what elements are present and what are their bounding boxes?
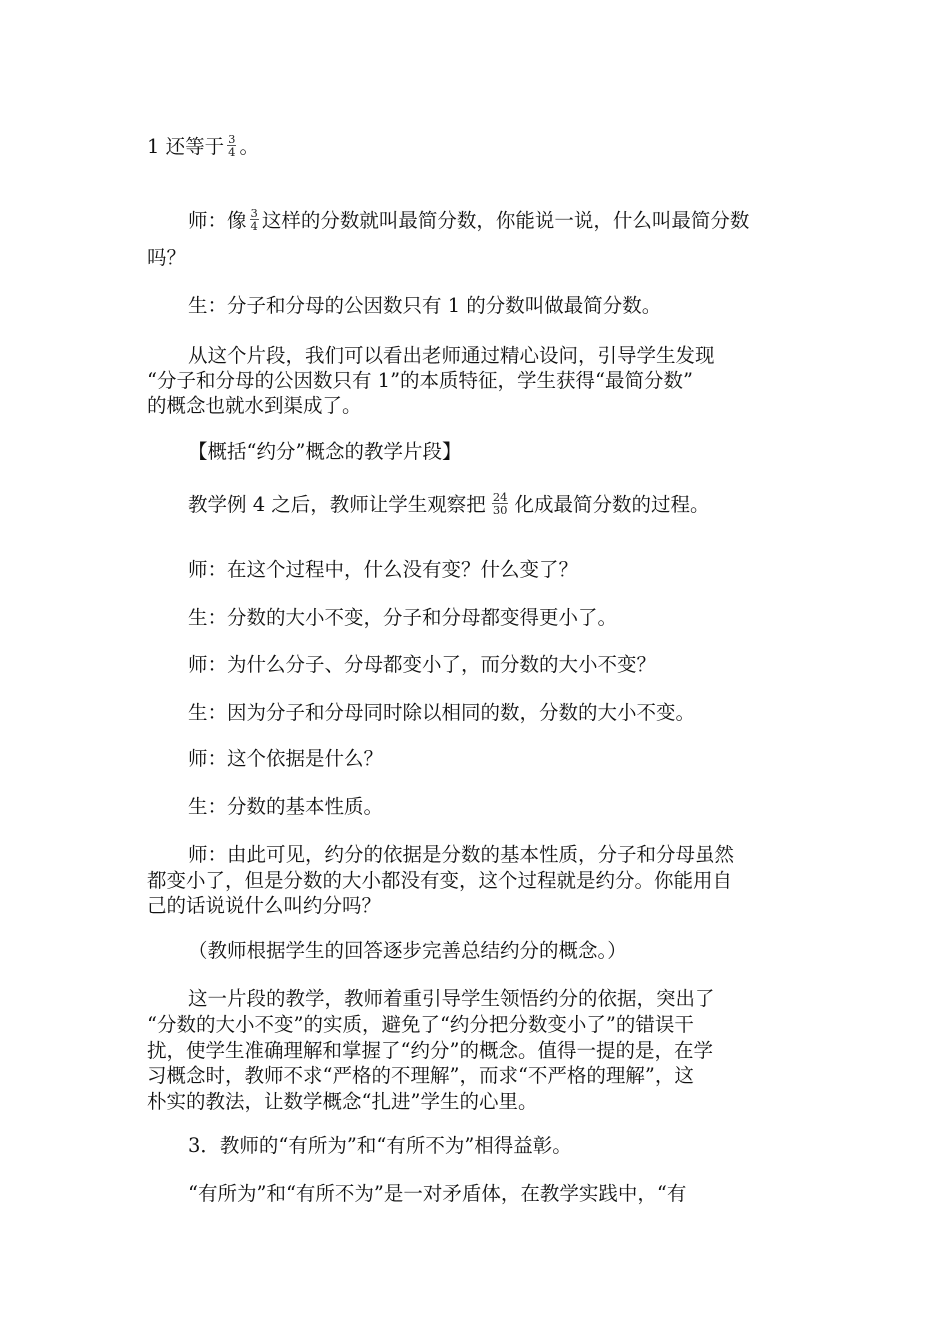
paragraph-line: 朴实的教法，让数学概念“扎进”学生的心里。 bbox=[147, 1090, 538, 1113]
text-run: 化成最简分数的过程。 bbox=[514, 493, 710, 516]
text-run: 。 bbox=[239, 135, 259, 158]
fraction-twentyfour-thirtieths bbox=[492, 491, 509, 516]
paragraph-line: 习概念时，教师不求“严格的不理解”，而求“不严格的理解”，这 bbox=[147, 1064, 694, 1087]
paragraph-line: 这一片段的教学，教师着重引导学生领悟约分的依据，突出了 bbox=[188, 987, 715, 1010]
paragraph-line: 生：分子和分母的公因数只有 1 的分数叫做最简分数。 bbox=[188, 294, 662, 317]
paragraph-line: “分数的大小不变”的实质，避免了“约分把分数变小了”的错误干 bbox=[147, 1013, 694, 1036]
paragraph-line bbox=[0, 492, 950, 518]
paragraph-line: 师：由此可见，约分的依据是分数的基本性质，分子和分母虽然 bbox=[188, 843, 735, 866]
fraction-denominator: 30 bbox=[492, 503, 508, 517]
paragraph-line bbox=[0, 134, 950, 160]
paragraph-line: “分子和分母的公因数只有 1”的本质特征，学生获得“最简分数” bbox=[147, 369, 693, 392]
text-run: 1 还等于 bbox=[147, 135, 225, 158]
dialogue-line: 师：为什么分子、分母都变小了，而分数的大小不变？ bbox=[188, 653, 657, 676]
dialogue-line: 生：因为分子和分母同时除以相同的数，分数的大小不变。 bbox=[188, 701, 696, 724]
dialogue-line: 生：分数的大小不变，分子和分母都变得更小了。 bbox=[188, 606, 618, 629]
fraction-three-quarters bbox=[227, 133, 236, 158]
fraction-numerator: 3 bbox=[250, 206, 258, 220]
fraction-denominator: 4 bbox=[228, 145, 236, 159]
paragraph-line: 从这个片段，我们可以看出老师通过精心设问，引导学生发现 bbox=[188, 344, 715, 367]
paragraph-line bbox=[0, 208, 950, 234]
dialogue-line: 师：这个依据是什么？ bbox=[188, 747, 384, 770]
paragraph-line: 吗？ bbox=[147, 246, 187, 269]
fraction-denominator: 4 bbox=[250, 219, 258, 233]
paragraph-line: 己的话说说什么叫约分吗？ bbox=[147, 894, 382, 917]
text-run: 师：像 bbox=[188, 209, 247, 232]
paragraph-line: （教师根据学生的回答逐步完善总结约分的概念。） bbox=[188, 939, 627, 962]
dialogue-line: 生：分数的基本性质。 bbox=[188, 795, 384, 818]
paragraph-line: 都变小了，但是分数的大小都没有变，这个过程就是约分。你能用自 bbox=[147, 869, 733, 892]
fraction-numerator: 24 bbox=[492, 490, 508, 504]
paragraph-line: 的概念也就水到渠成了。 bbox=[147, 394, 362, 417]
fraction-numerator: 3 bbox=[228, 132, 236, 146]
paragraph-line: “有所为”和“有所不为”是一对矛盾体，在教学实践中，“有 bbox=[188, 1182, 687, 1205]
dialogue-line: 师：在这个过程中，什么没有变？什么变了？ bbox=[188, 558, 579, 581]
text-run: 这样的分数就叫最简分数，你能说一说，什么叫最简分数 bbox=[261, 209, 750, 232]
text-run: 教学例 4 之后，教师让学生观察把 bbox=[188, 493, 486, 516]
paragraph-line: 扰，使学生准确理解和掌握了“约分”的概念。值得一提的是，在学 bbox=[147, 1039, 713, 1062]
fraction-three-quarters bbox=[250, 207, 259, 232]
section-heading: 3．教师的“有所为”和“有所不为”相得益彰。 bbox=[188, 1134, 572, 1157]
section-heading: 【概括“约分”概念的教学片段】 bbox=[188, 440, 462, 463]
